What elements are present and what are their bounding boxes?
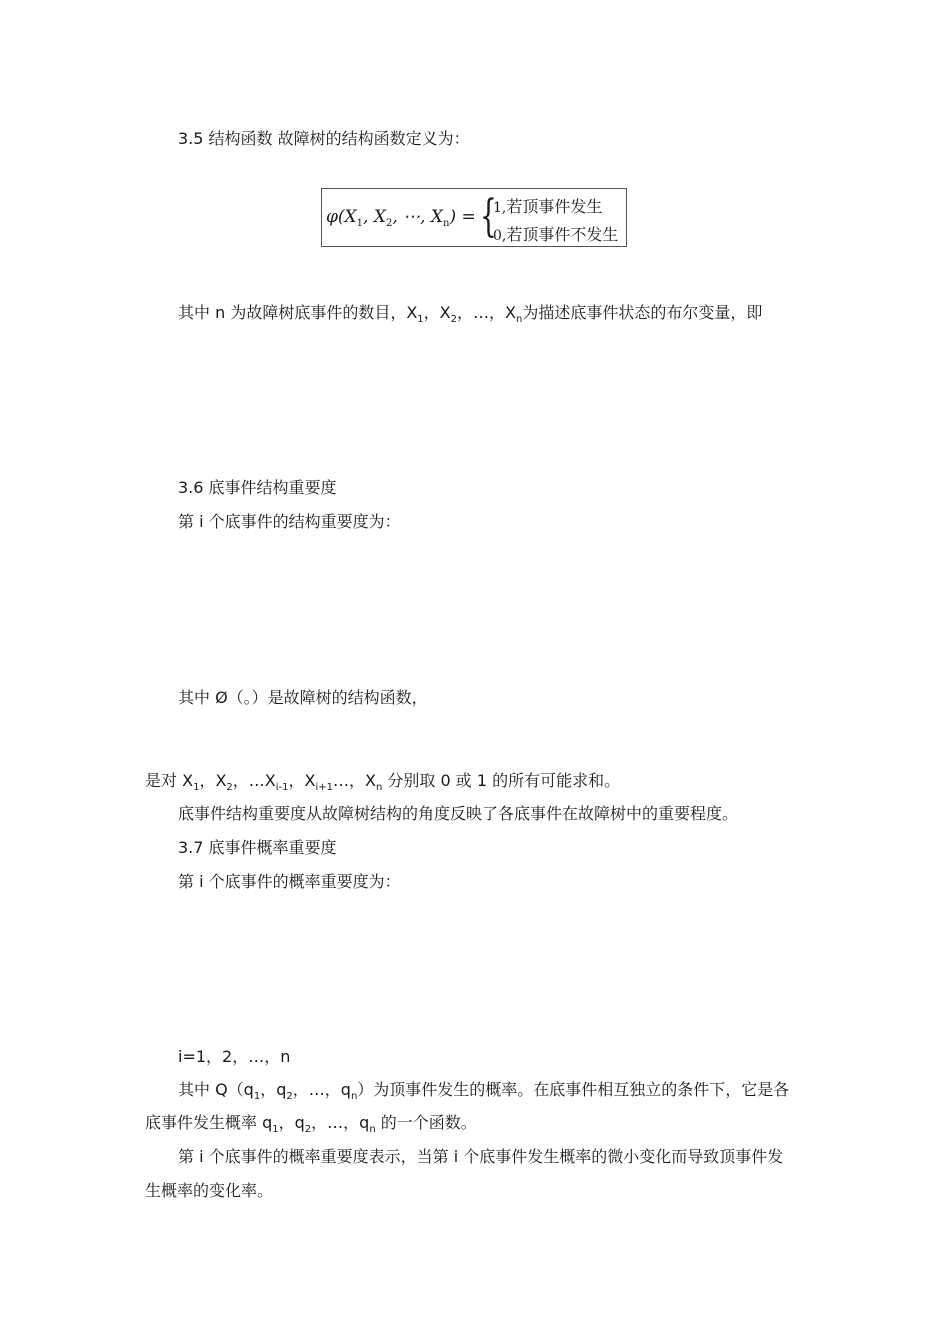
subscript: 2 <box>450 314 457 325</box>
text-run: 底事件发生概率 q <box>145 1113 273 1132</box>
probability-importance-meaning-line-2: 生概率的变化率。 <box>145 1181 274 1200</box>
text-run: ，X <box>423 303 451 322</box>
subscript: 2 <box>226 782 233 793</box>
top-event-probability-line-1 <box>178 1080 789 1100</box>
top-event-probability-line-2 <box>145 1113 477 1133</box>
subscript: n <box>515 314 523 325</box>
section-3-7-heading: 3.7 底事件概率重要度 <box>178 838 337 857</box>
probability-importance-intro: 第 i 个底事件的概率重要度为： <box>178 872 401 891</box>
formula-lhs-part: , X <box>363 207 386 227</box>
section-3-5-heading: 3.5 结构函数 故障树的结构函数定义为： <box>178 129 470 148</box>
text-run: ，…，X <box>457 303 516 322</box>
text-run: 其中 Q（q <box>178 1080 254 1099</box>
index-range: i=1，2，…，n <box>178 1047 291 1066</box>
probability-importance-meaning-line-1: 第 i 个底事件的概率重要度表示，当第 i 个底事件发生概率的微小变化而导致顶事件发 <box>178 1147 784 1166</box>
text-run: ，X <box>199 771 227 790</box>
formula-lhs-end: ) = <box>449 207 476 227</box>
text-run: 其中 n 为故障树底事件的数目，X <box>178 303 418 322</box>
text-run: ，X <box>288 771 316 790</box>
case-2-value: 0, <box>493 228 507 244</box>
case-2-condition: 若顶事件不发生 <box>506 225 619 244</box>
formula-case-2 <box>493 222 618 245</box>
formula-sub: 1 <box>356 218 364 229</box>
subscript: 1 <box>272 1124 279 1135</box>
case-1-condition: 若顶事件发生 <box>506 197 603 216</box>
structural-importance-meaning: 底事件结构重要度从故障树结构的角度反映了各底事件在故障树中的重要程度。 <box>178 804 739 823</box>
subscript: 1 <box>193 782 200 793</box>
text-run: 是对 X <box>145 771 194 790</box>
subscript: 2 <box>286 1091 293 1102</box>
variable-description <box>178 303 762 323</box>
text-run: ，q <box>278 1113 305 1132</box>
structural-importance-intro: 第 i 个底事件的结构重要度为： <box>178 512 401 531</box>
text-run: ）为顶事件发生的概率。在底事件相互独立的条件下，它是各 <box>357 1080 790 1099</box>
formula-lhs-part: , ⋯, X <box>392 207 444 227</box>
case-1-value: 1, <box>493 200 507 216</box>
formula-sub: n <box>443 218 450 229</box>
text-run: ，…，q <box>292 1080 351 1099</box>
formula-brace: { <box>480 191 497 242</box>
text-run: …，X <box>333 771 376 790</box>
subscript: 2 <box>304 1124 312 1135</box>
formula-lhs-phi: φ(X <box>326 207 357 227</box>
structure-function-note: 其中 Ø（。）是故障树的结构函数， <box>178 688 428 707</box>
formula-sub: 2 <box>385 218 393 229</box>
subscript: 1 <box>253 1091 261 1102</box>
formula-case-1 <box>493 194 602 217</box>
subscript: i-1 <box>275 782 289 793</box>
text-run: ，…，q <box>311 1113 370 1132</box>
structure-function-formula <box>321 188 627 247</box>
section-3-6-heading: 3.6 底事件结构重要度 <box>178 478 337 497</box>
subscript: n <box>369 1124 376 1135</box>
formula-lhs <box>326 207 476 227</box>
subscript: 1 <box>417 314 424 325</box>
text-run: 为描述底事件状态的布尔变量，即 <box>522 303 763 322</box>
text-run: 的一个函数。 <box>375 1113 477 1132</box>
subscript: i+1 <box>315 782 333 793</box>
subscript: n <box>350 1091 358 1102</box>
summation-description <box>145 771 620 791</box>
text-run: 分别取 0 或 1 的所有可能求和。 <box>382 771 621 790</box>
subscript: n <box>375 782 383 793</box>
text-run: ，q <box>260 1080 287 1099</box>
text-run: ，…X <box>232 771 276 790</box>
